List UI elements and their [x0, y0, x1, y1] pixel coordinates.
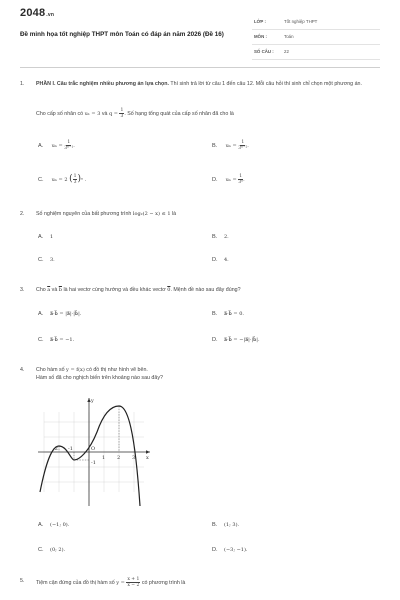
x-axis-label: x — [146, 455, 149, 461]
question-number: 2. — [20, 211, 25, 217]
stem-text: và — [101, 110, 108, 117]
part-instructions: Thí sinh trả lời từ câu 1 đến câu 12. Mỗi câu hỏi thí sinh chỉ chọn một phương án. — [170, 81, 362, 87]
math-expression: log₂(2 − x) ≤ 1 — [132, 211, 171, 217]
fraction: $\frac{1}{3}$ — [120, 108, 124, 119]
tick-label-ym1: -1 — [91, 460, 96, 466]
question-body: Tiệm cận đứng của đồ thị hàm số y = $\frac{x + 1}{x - 2}$ có phương trình là — [36, 577, 186, 588]
fraction: $\frac{1}{\text{3ⁿ}}$ — [238, 174, 244, 185]
question-line-2: Hàm số đã cho nghịch biến trên khoảng nào sau đây? — [36, 375, 163, 381]
meta-subject-row — [252, 30, 380, 45]
y-axis-label: y — [91, 398, 94, 404]
meta-class-row — [252, 15, 380, 30]
function-curve — [40, 406, 140, 506]
option-b[interactable]: B. (1; 3). — [212, 522, 240, 528]
page-header — [0, 0, 400, 64]
meta-count-key: SỐ CÂU : — [254, 49, 274, 54]
fraction: $\frac{1}{\text{3ⁿ⁻²}}$ — [238, 140, 248, 151]
question-1-stem — [36, 108, 234, 119]
meta-count-row — [252, 45, 380, 60]
fraction: $\frac{x + 1}{x - 2}$ — [127, 577, 140, 588]
x-axis-arrow — [146, 450, 150, 453]
question-body: Cho $\overline{a}$ và $\overline{b}$ là hai vectơ cùng hướng và đều khác vectơ 0. Mệnh đề nào sau đây đúng? — [36, 287, 241, 293]
question-number: 3. — [20, 287, 25, 293]
stem-text: Cho cấp số nhân có — [36, 110, 84, 117]
meta-panel — [252, 15, 380, 60]
option-d[interactable]: D. (−3; −1). — [212, 547, 248, 553]
tick-label-x2: 2 — [117, 455, 121, 461]
option-d[interactable]: D. 4. — [212, 257, 229, 263]
question-number: 5. — [20, 578, 25, 584]
meta-class-value: Tốt nghiệp THPT — [284, 19, 318, 24]
tick-label-x1: 1 — [102, 455, 106, 461]
option-a[interactable]: A. 1 — [38, 234, 54, 240]
fraction: $\frac{1}{3}$ — [73, 174, 77, 186]
tick-label-x3: 3 — [132, 455, 136, 461]
option-a[interactable]: A. a⃗·b⃗ = |a⃗|·|b⃗|. — [38, 311, 82, 317]
document-title: Đề minh họa tốt nghiệp THPT môn Toán có đáp án năm 2026 (Đề 16) — [20, 31, 224, 38]
meta-class-key: LỚP : — [254, 19, 266, 24]
option-b[interactable]: B. uₙ = $\frac{1}{\text{3ⁿ⁻²}}$ . — [212, 140, 249, 151]
tick-label-xm1: -1 — [68, 446, 73, 452]
header-divider — [20, 67, 380, 68]
vector-b: $\overline{b}$ — [58, 287, 62, 293]
origin-label: O — [91, 446, 96, 452]
site-logo[interactable]: 2048.vn — [20, 7, 55, 19]
option-a[interactable]: A. uₙ = $\frac{1}{\text{3ⁿ⁻¹}}$ . — [38, 140, 75, 151]
option-d[interactable]: D. uₙ = $\frac{1}{\text{3ⁿ}}$ . — [212, 174, 245, 185]
meta-count-value: 22 — [284, 49, 289, 54]
meta-subject-value: Toán — [284, 34, 294, 39]
question-body: Cho hàm số y = f(x) có đồ thị như hình vẽ bên. Hàm số đã cho nghịch biến trên khoảng nào sau đây? — [36, 367, 163, 381]
option-c[interactable]: C. (0; 2). — [38, 547, 66, 553]
math-lhs: y = — [116, 579, 125, 586]
option-a[interactable]: A. (−1; 0). — [38, 522, 70, 528]
math-q: q = — [108, 110, 118, 117]
part-title: PHẦN I. Câu trắc nghiệm nhiều phương án lựa chọn. — [36, 81, 169, 87]
vector-zero: 0 — [167, 287, 171, 293]
option-c[interactable]: C. uₙ = 2 ( $\frac{1}{3}$ )ⁿ . — [38, 174, 87, 186]
tick-label-xm2: -2 — [53, 446, 58, 452]
function-graph — [34, 392, 154, 508]
option-c[interactable]: C. 3. — [38, 257, 55, 263]
math-function: y = f(x) — [66, 367, 85, 373]
vector-a: $\overline{a}$ — [47, 287, 51, 293]
stem-text: . Số hạng tổng quát của cấp số nhân đã cho là — [124, 110, 234, 117]
question-body: Số nghiệm nguyên của bất phương trình log₂(2 − x) ≤ 1 là — [36, 211, 177, 217]
option-b[interactable]: B. a⃗·b⃗ = 0. — [212, 311, 244, 317]
math-u1: u₁ = 3 — [84, 110, 101, 117]
fraction: $\frac{1}{\text{3ⁿ⁻¹}}$ — [64, 140, 74, 151]
question-number: 1. — [20, 81, 25, 87]
question-number: 4. — [20, 367, 25, 373]
option-b[interactable]: B. 2. — [212, 234, 229, 240]
meta-subject-key: MÔN : — [254, 34, 267, 39]
option-d[interactable]: D. a⃗·b⃗ = −|a⃗|·|b⃗|. — [212, 337, 260, 343]
option-c[interactable]: C. a⃗·b⃗ = −1. — [38, 337, 75, 343]
question-body — [36, 80, 376, 88]
